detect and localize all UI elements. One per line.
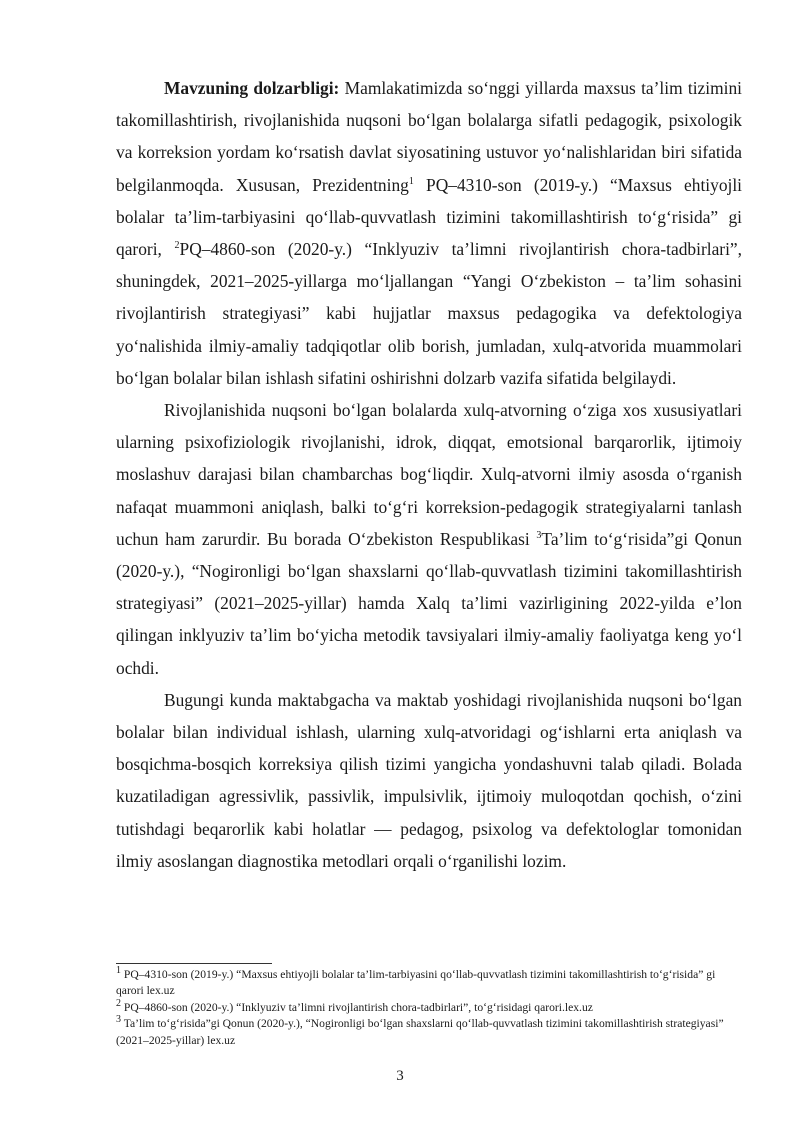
- footnote-text: PQ–4310-son (2019-y.) “Maxsus ehtiyojli bolalar ta’lim-tarbiyasini qo‘llab-quvvatlash tizimini takomillashtirish to‘g‘risida” gi qarori lex.uz: [116, 968, 716, 998]
- footnotes: [116, 967, 742, 1049]
- footnote-text: PQ–4860-son (2020-y.) “Inklyuziv ta’limni rivojlantirish chora-tadbirlari”, to‘g‘risidagi qarori.lex.uz: [121, 1000, 593, 1014]
- paragraph-text: Ta’lim to‘g‘risida”gi Qonun (2020-y.), “Nogironligi bo‘lgan shaxslarni qo‘llab-quvvatlash tizimini takomillashtirish strategiyasi” (2021–2025-yillar) hamda Xalq ta’limi vazirligining 2022-yilda e’lon qilingan inklyuziv ta’lim bo‘yicha metodik tavsiyalari ilmiy-amaliy faoliyatga keng yo‘l ochdi.: [116, 528, 742, 678]
- paragraph-text: Bugungi kunda maktabgacha va maktab yoshidagi rivojlanishida nuqsoni bo‘lgan bolalar bilan individual ishlash, ularning xulq-atvoridagi og‘ishlarni erta aniqlash va bosqichma-bosqich korreksiya qilish tizimi yangicha yondashuvni talab qiladi. Bolada kuzatiladigan agressivlik, passivlik, impulsivlik, ijtimoiy muloqotdan qochish, o‘zini tutishdagi beqarorlik kabi holatlar — pedagog, psixolog va defektologlar tomonidan ilmiy asoslangan diagnostika metodlari orqali o‘rganilishi lozim.: [116, 689, 742, 871]
- paragraph-text: Rivojlanishida nuqsoni bo‘lgan bolalarda xulq-atvorning o‘ziga xos xususiyatlari ularning psixofiziologik rivojlanishi, idrok, diqqat, emotsional barqarorlik, ijtimoiy moslashuv darajasi bilan chambarchas bog‘liqdir. Xulq-atvorni ilmiy asosda o‘rganish nafaqat muammoni aniqlash, balki to‘g‘ri korreksion-pedagogik strategiyalarni tanlash uchun ham zarurdir. Bu borada O‘zbekiston Respublikasi: [116, 400, 742, 549]
- paragraph-text: PQ–4860-son (2020-y.) “Inklyuziv ta’limni rivojlantirish chora-tadbirlari”, shuningdek, 2021–2025-yillarga mo‘ljallangan “Yangi O‘zbekiston – ta’lim sohasini rivojlantirish strategiyasi” kabi hujjatlar maxsus pedagogika va defektologiya yo‘nalishida ilmiy-amaliy tadqiqotlar olib borish, jumladan, xulq-atvorida muammolari bo‘lgan bolalar bilan ishlash sifatini oshirishni dolzarb vazifa sifatida belgilaydi.: [116, 239, 742, 388]
- body-text: [116, 72, 742, 877]
- paragraph-relevance: [116, 72, 742, 394]
- footnote-item: [116, 1016, 742, 1049]
- footnote-ref[interactable]: 1: [408, 175, 414, 187]
- page-number: 3: [396, 1068, 404, 1084]
- paragraph-today: [116, 684, 742, 877]
- footnote-item: [116, 967, 742, 1000]
- paragraph-behavior: [116, 394, 742, 684]
- footnote-number: 1: [116, 965, 121, 977]
- paragraph-lead: Mavzuning dolzarbligi:: [164, 78, 340, 98]
- footnote-ref[interactable]: 2: [174, 240, 180, 252]
- footnote-ref[interactable]: 3: [536, 530, 542, 542]
- footnote-separator: [116, 963, 272, 964]
- footnote-number: 2: [116, 997, 121, 1009]
- footnote-number: 3: [116, 1014, 121, 1026]
- footnote-item: [116, 997, 742, 1016]
- footnote-text: Ta’lim to‘g‘risida”gi Qonun (2020-y.), “Nogironligi bo‘lgan shaxslarni qo‘llab-quvvatlash tizimini takomillashtirish strategiyasi” (2021–2025-yillar) lex.uz: [116, 1017, 724, 1047]
- paragraph-text: PQ–4310-son (2019-y.) “Maxsus ehtiyojli bolalar ta’lim-tarbiyasini qo‘llab-quvvatlash tizimini takomillashtirish to‘g‘risida” gi qarori,: [116, 174, 743, 260]
- paragraph-text: Mamlakatimizda so‘nggi yillarda maxsus ta’lim tizimini takomillashtirish, rivojlanishida nuqsoni bo‘lgan bolalarga sifatli pedagogik, psixologik va korreksion yordam ko‘rsatish davlat siyosatining ustuvor yo‘nalishlaridan biri sifatida belgilanmoqda. Xususan, Prezidentning: [116, 78, 742, 195]
